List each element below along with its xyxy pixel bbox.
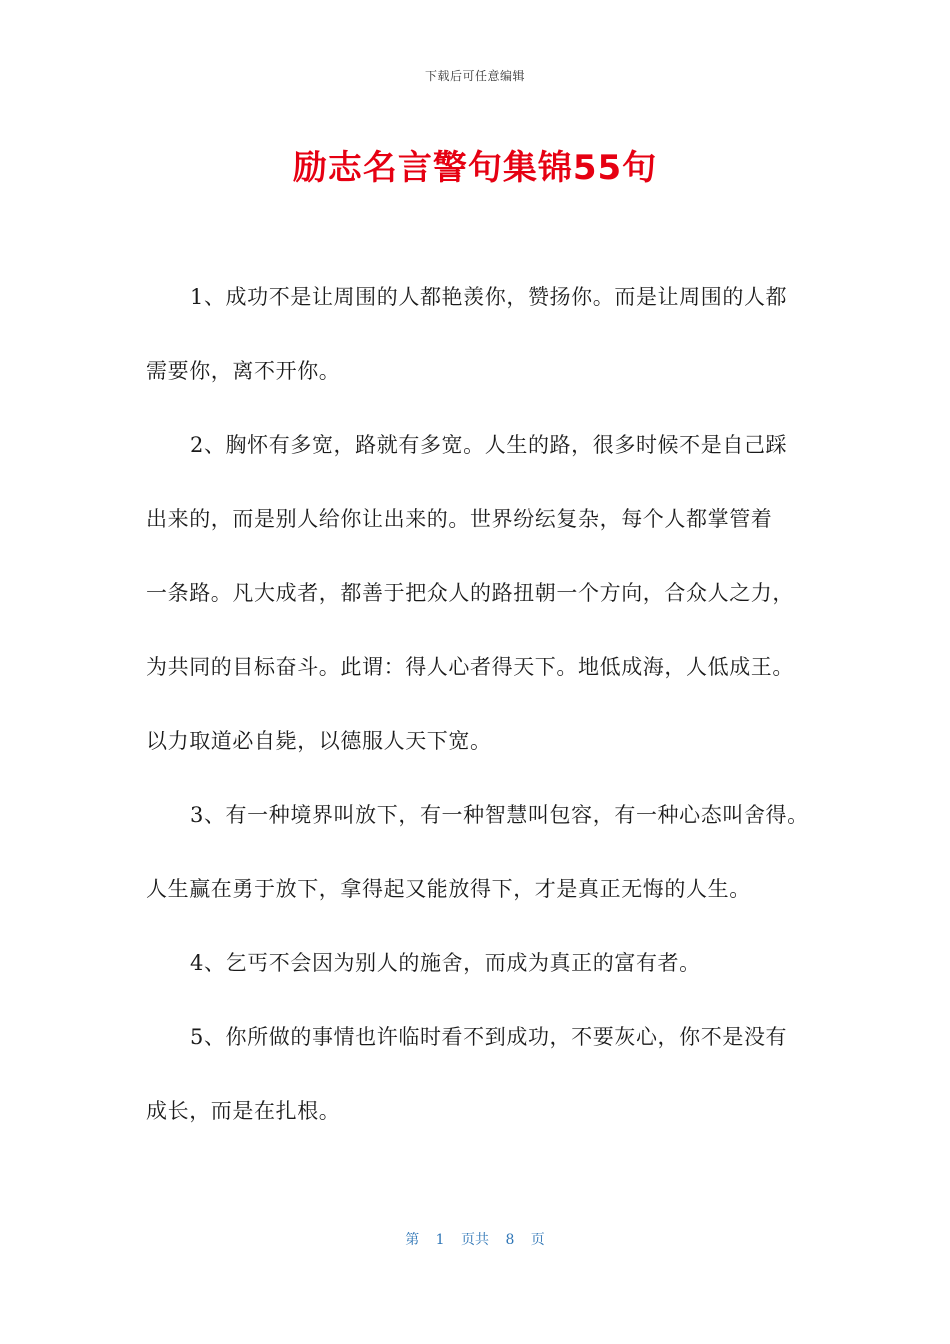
text-line: 2、胸怀有多宽，路就有多宽。人生的路，很多时候不是自己踩 — [190, 433, 788, 457]
text-line: 3、有一种境界叫放下，有一种智慧叫包容，有一种心态叫舍得。 — [190, 803, 809, 827]
text-line: 出来的，而是别人给你让出来的。世界纷纭复杂，每个人都掌管着 — [146, 507, 773, 531]
text-line: 为共同的目标奋斗。此谓：得人心者得天下。地低成海，人低成王。 — [146, 655, 794, 679]
text-line: 成长，而是在扎根。 — [146, 1099, 341, 1123]
header-note: 下载后可任意编辑 — [424, 69, 525, 83]
text-line: 人生赢在勇于放下，拿得起又能放得下，才是真正无悔的人生。 — [146, 877, 751, 901]
text-line: 5、你所做的事情也许临时看不到成功，不要灰心，你不是没有 — [190, 1025, 788, 1049]
page-title: 励志名言警句集锦55句 — [292, 148, 658, 188]
text-line: 一条路。凡大成者，都善于把众人的路扭朝一个方向，合众人之力， — [146, 581, 794, 605]
text-line: 需要你，离不开你。 — [146, 359, 341, 383]
text-line: 以力取道必自毙，以德服人天下宽。 — [146, 729, 492, 753]
content-body — [146, 279, 810, 1167]
text-line: 4、乞丐不会因为别人的施舍，而成为真正的富有者。 — [190, 951, 701, 975]
page-footer: 第 1 页共 8 页 — [405, 1232, 545, 1248]
text-line: 1、成功不是让周围的人都艳羡你，赞扬你。而是让周围的人都 — [190, 285, 788, 309]
